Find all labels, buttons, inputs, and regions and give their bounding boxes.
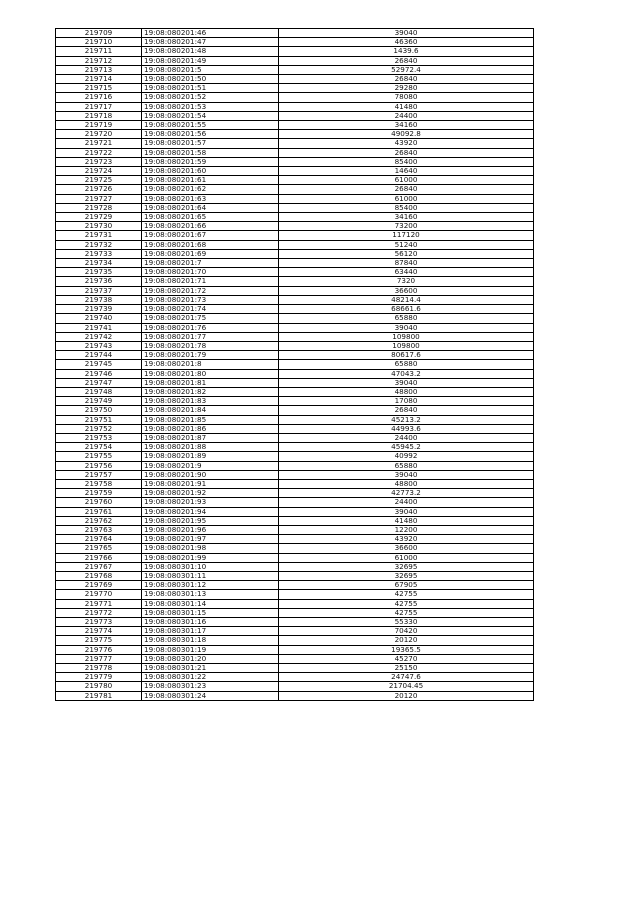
amount-cell: 45945.2 xyxy=(279,443,534,452)
record-id-cell: 219765 xyxy=(56,544,142,553)
table-row xyxy=(56,56,534,65)
amount-cell: 44993.6 xyxy=(279,424,534,433)
record-id-cell: 219771 xyxy=(56,599,142,608)
table-row xyxy=(56,618,534,627)
cadastral-number-cell: 19:08:080201:46 xyxy=(142,29,279,38)
record-id-cell: 219712 xyxy=(56,56,142,65)
record-id-cell: 219746 xyxy=(56,369,142,378)
cadastral-number-cell: 19:08:080201:91 xyxy=(142,479,279,488)
table-row xyxy=(56,360,534,369)
table-row xyxy=(56,562,534,571)
table-row xyxy=(56,222,534,231)
cadastral-number-cell: 19:08:080201:64 xyxy=(142,203,279,212)
amount-cell: 39040 xyxy=(279,29,534,38)
cadastral-number-cell: 19:08:080201:75 xyxy=(142,314,279,323)
amount-cell: 65880 xyxy=(279,360,534,369)
table-row xyxy=(56,636,534,645)
record-id-cell: 219781 xyxy=(56,691,142,700)
amount-cell: 85400 xyxy=(279,157,534,166)
table-row xyxy=(56,167,534,176)
cadastral-number-cell: 19:08:080301:10 xyxy=(142,562,279,571)
cadastral-number-cell: 19:08:080301:17 xyxy=(142,627,279,636)
amount-cell: 70420 xyxy=(279,627,534,636)
record-id-cell: 219739 xyxy=(56,305,142,314)
record-id-cell: 219733 xyxy=(56,249,142,258)
record-id-cell: 219758 xyxy=(56,479,142,488)
amount-cell: 39040 xyxy=(279,378,534,387)
table-row xyxy=(56,249,534,258)
table-row xyxy=(56,489,534,498)
amount-cell: 19365.5 xyxy=(279,645,534,654)
record-id-cell: 219736 xyxy=(56,277,142,286)
table-row xyxy=(56,148,534,157)
record-id-cell: 219719 xyxy=(56,121,142,130)
table-row xyxy=(56,581,534,590)
table-row xyxy=(56,29,534,38)
cadastral-number-cell: 19:08:080201:99 xyxy=(142,553,279,562)
amount-cell: 7320 xyxy=(279,277,534,286)
table-row xyxy=(56,194,534,203)
table-row xyxy=(56,203,534,212)
table-row xyxy=(56,544,534,553)
record-id-cell: 219725 xyxy=(56,176,142,185)
table-row xyxy=(56,213,534,222)
table-row xyxy=(56,608,534,617)
amount-cell: 39040 xyxy=(279,507,534,516)
table-row xyxy=(56,507,534,516)
record-id-cell: 219772 xyxy=(56,608,142,617)
table-row xyxy=(56,498,534,507)
table-row xyxy=(56,305,534,314)
amount-cell: 87840 xyxy=(279,259,534,268)
amount-cell: 41480 xyxy=(279,102,534,111)
cadastral-number-cell: 19:08:080301:13 xyxy=(142,590,279,599)
cadastral-number-cell: 19:08:080201:65 xyxy=(142,213,279,222)
amount-cell: 56120 xyxy=(279,249,534,258)
cadastral-number-cell: 19:08:080201:94 xyxy=(142,507,279,516)
cadastral-number-cell: 19:08:080201:7 xyxy=(142,259,279,268)
amount-cell: 109800 xyxy=(279,332,534,341)
table-row xyxy=(56,682,534,691)
amount-cell: 46360 xyxy=(279,38,534,47)
table-row xyxy=(56,231,534,240)
table-row xyxy=(56,378,534,387)
table-row xyxy=(56,590,534,599)
amount-cell: 24400 xyxy=(279,433,534,442)
cadastral-number-cell: 19:08:080201:81 xyxy=(142,378,279,387)
cadastral-number-cell: 19:08:080301:23 xyxy=(142,682,279,691)
table-row xyxy=(56,240,534,249)
record-id-cell: 219729 xyxy=(56,213,142,222)
amount-cell: 63440 xyxy=(279,268,534,277)
amount-cell: 61000 xyxy=(279,194,534,203)
record-id-cell: 219717 xyxy=(56,102,142,111)
record-id-cell: 219763 xyxy=(56,525,142,534)
cadastral-number-cell: 19:08:080201:70 xyxy=(142,268,279,277)
amount-cell: 29280 xyxy=(279,84,534,93)
cadastral-number-cell: 19:08:080201:77 xyxy=(142,332,279,341)
cadastral-number-cell: 19:08:080201:98 xyxy=(142,544,279,553)
record-id-cell: 219723 xyxy=(56,157,142,166)
amount-cell: 26840 xyxy=(279,56,534,65)
cadastral-number-cell: 19:08:080201:52 xyxy=(142,93,279,102)
amount-cell: 48800 xyxy=(279,387,534,396)
record-id-cell: 219737 xyxy=(56,286,142,295)
table-row xyxy=(56,286,534,295)
table-row xyxy=(56,461,534,470)
cadastral-number-cell: 19:08:080301:22 xyxy=(142,673,279,682)
record-id-cell: 219775 xyxy=(56,636,142,645)
table-row xyxy=(56,479,534,488)
cadastral-number-cell: 19:08:080201:62 xyxy=(142,185,279,194)
table-row xyxy=(56,341,534,350)
table-row xyxy=(56,268,534,277)
amount-cell: 49092.8 xyxy=(279,130,534,139)
record-id-cell: 219740 xyxy=(56,314,142,323)
cadastral-number-cell: 19:08:080301:18 xyxy=(142,636,279,645)
record-id-cell: 219764 xyxy=(56,535,142,544)
record-id-cell: 219710 xyxy=(56,38,142,47)
amount-cell: 43920 xyxy=(279,139,534,148)
cadastral-number-cell: 19:08:080301:14 xyxy=(142,599,279,608)
table-row xyxy=(56,121,534,130)
amount-cell: 26840 xyxy=(279,75,534,84)
cadastral-number-cell: 19:08:080201:63 xyxy=(142,194,279,203)
record-id-cell: 219752 xyxy=(56,424,142,433)
cadastral-number-cell: 19:08:080201:61 xyxy=(142,176,279,185)
cadastral-number-cell: 19:08:080201:53 xyxy=(142,102,279,111)
cadastral-number-cell: 19:08:080201:56 xyxy=(142,130,279,139)
cadastral-number-cell: 19:08:080201:79 xyxy=(142,351,279,360)
amount-cell: 78080 xyxy=(279,93,534,102)
record-id-cell: 219773 xyxy=(56,618,142,627)
record-id-cell: 219757 xyxy=(56,470,142,479)
table-row xyxy=(56,571,534,580)
cadastral-number-cell: 19:08:080201:68 xyxy=(142,240,279,249)
table-row xyxy=(56,102,534,111)
record-id-cell: 219718 xyxy=(56,111,142,120)
table-row xyxy=(56,38,534,47)
amount-cell: 36600 xyxy=(279,286,534,295)
amount-cell: 85400 xyxy=(279,203,534,212)
table-row xyxy=(56,525,534,534)
table-row xyxy=(56,323,534,332)
amount-cell: 32695 xyxy=(279,571,534,580)
table-row xyxy=(56,93,534,102)
amount-cell: 73200 xyxy=(279,222,534,231)
table-row xyxy=(56,369,534,378)
record-id-cell: 219726 xyxy=(56,185,142,194)
table-row xyxy=(56,599,534,608)
record-id-cell: 219767 xyxy=(56,562,142,571)
cadastral-number-cell: 19:08:080301:15 xyxy=(142,608,279,617)
record-id-cell: 219748 xyxy=(56,387,142,396)
record-id-cell: 219724 xyxy=(56,167,142,176)
record-id-cell: 219734 xyxy=(56,259,142,268)
amount-cell: 52972.4 xyxy=(279,65,534,74)
cadastral-number-cell: 19:08:080201:86 xyxy=(142,424,279,433)
amount-cell: 45270 xyxy=(279,654,534,663)
table-row xyxy=(56,259,534,268)
amount-cell: 117120 xyxy=(279,231,534,240)
table-row xyxy=(56,406,534,415)
amount-cell: 42755 xyxy=(279,608,534,617)
table-row xyxy=(56,387,534,396)
table-row xyxy=(56,664,534,673)
amount-cell: 42773.2 xyxy=(279,489,534,498)
table-row xyxy=(56,130,534,139)
cadastral-number-cell: 19:08:080201:95 xyxy=(142,516,279,525)
amount-cell: 68661.6 xyxy=(279,305,534,314)
cadastral-number-cell: 19:08:080201:5 xyxy=(142,65,279,74)
cadastral-number-cell: 19:08:080201:8 xyxy=(142,360,279,369)
amount-cell: 48214.4 xyxy=(279,295,534,304)
record-id-cell: 219776 xyxy=(56,645,142,654)
cadastral-number-cell: 19:08:080201:90 xyxy=(142,470,279,479)
amount-cell: 65880 xyxy=(279,461,534,470)
amount-cell: 14640 xyxy=(279,167,534,176)
amount-cell: 24400 xyxy=(279,111,534,120)
cadastral-number-cell: 19:08:080201:69 xyxy=(142,249,279,258)
table-row xyxy=(56,470,534,479)
record-id-cell: 219730 xyxy=(56,222,142,231)
record-id-cell: 219774 xyxy=(56,627,142,636)
record-id-cell: 219766 xyxy=(56,553,142,562)
cadastral-number-cell: 19:08:080201:89 xyxy=(142,452,279,461)
cadastral-number-cell: 19:08:080201:71 xyxy=(142,277,279,286)
record-id-cell: 219738 xyxy=(56,295,142,304)
record-id-cell: 219751 xyxy=(56,415,142,424)
cadastral-number-cell: 19:08:080201:58 xyxy=(142,148,279,157)
amount-cell: 26840 xyxy=(279,148,534,157)
amount-cell: 39040 xyxy=(279,323,534,332)
record-id-cell: 219762 xyxy=(56,516,142,525)
record-id-cell: 219731 xyxy=(56,231,142,240)
table-row xyxy=(56,47,534,56)
cadastral-number-cell: 19:08:080301:16 xyxy=(142,618,279,627)
table-row xyxy=(56,176,534,185)
table-row xyxy=(56,553,534,562)
data-table xyxy=(55,28,534,701)
cadastral-number-cell: 19:08:080201:74 xyxy=(142,305,279,314)
amount-cell: 61000 xyxy=(279,553,534,562)
record-id-cell: 219769 xyxy=(56,581,142,590)
cadastral-number-cell: 19:08:080201:51 xyxy=(142,84,279,93)
record-id-cell: 219744 xyxy=(56,351,142,360)
record-id-cell: 219768 xyxy=(56,571,142,580)
table-row xyxy=(56,627,534,636)
cadastral-number-cell: 19:08:080201:88 xyxy=(142,443,279,452)
cadastral-number-cell: 19:08:080201:92 xyxy=(142,489,279,498)
table-row xyxy=(56,295,534,304)
cadastral-number-cell: 19:08:080201:97 xyxy=(142,535,279,544)
cadastral-number-cell: 19:08:080201:73 xyxy=(142,295,279,304)
record-id-cell: 219761 xyxy=(56,507,142,516)
cadastral-number-cell: 19:08:080201:82 xyxy=(142,387,279,396)
record-id-cell: 219728 xyxy=(56,203,142,212)
amount-cell: 42755 xyxy=(279,590,534,599)
record-id-cell: 219745 xyxy=(56,360,142,369)
cadastral-number-cell: 19:08:080201:80 xyxy=(142,369,279,378)
amount-cell: 51240 xyxy=(279,240,534,249)
cadastral-number-cell: 19:08:080301:24 xyxy=(142,691,279,700)
cadastral-number-cell: 19:08:080201:93 xyxy=(142,498,279,507)
record-id-cell: 219722 xyxy=(56,148,142,157)
amount-cell: 24400 xyxy=(279,498,534,507)
record-id-cell: 219759 xyxy=(56,489,142,498)
amount-cell: 32695 xyxy=(279,562,534,571)
cadastral-number-cell: 19:08:080201:47 xyxy=(142,38,279,47)
record-id-cell: 219749 xyxy=(56,397,142,406)
amount-cell: 47043.2 xyxy=(279,369,534,378)
record-id-cell: 219770 xyxy=(56,590,142,599)
amount-cell: 20120 xyxy=(279,691,534,700)
cadastral-number-cell: 19:08:080201:9 xyxy=(142,461,279,470)
record-id-cell: 219735 xyxy=(56,268,142,277)
cadastral-number-cell: 19:08:080201:54 xyxy=(142,111,279,120)
table-row xyxy=(56,516,534,525)
amount-cell: 43920 xyxy=(279,535,534,544)
amount-cell: 65880 xyxy=(279,314,534,323)
table-row xyxy=(56,332,534,341)
record-id-cell: 219732 xyxy=(56,240,142,249)
record-id-cell: 219777 xyxy=(56,654,142,663)
cadastral-number-cell: 19:08:080201:59 xyxy=(142,157,279,166)
cadastral-number-cell: 19:08:080201:67 xyxy=(142,231,279,240)
amount-cell: 45213.2 xyxy=(279,415,534,424)
record-id-cell: 219750 xyxy=(56,406,142,415)
record-id-cell: 219713 xyxy=(56,65,142,74)
table-row xyxy=(56,654,534,663)
amount-cell: 26840 xyxy=(279,185,534,194)
record-id-cell: 219721 xyxy=(56,139,142,148)
amount-cell: 109800 xyxy=(279,341,534,350)
cadastral-number-cell: 19:08:080201:84 xyxy=(142,406,279,415)
record-id-cell: 219743 xyxy=(56,341,142,350)
record-id-cell: 219715 xyxy=(56,84,142,93)
cadastral-number-cell: 19:08:080201:57 xyxy=(142,139,279,148)
table-row xyxy=(56,691,534,700)
record-id-cell: 219741 xyxy=(56,323,142,332)
table-row xyxy=(56,351,534,360)
record-id-cell: 219716 xyxy=(56,93,142,102)
cadastral-number-cell: 19:08:080201:83 xyxy=(142,397,279,406)
cadastral-number-cell: 19:08:080301:21 xyxy=(142,664,279,673)
table-row xyxy=(56,452,534,461)
cadastral-number-cell: 19:08:080201:49 xyxy=(142,56,279,65)
amount-cell: 41480 xyxy=(279,516,534,525)
cadastral-number-cell: 19:08:080201:96 xyxy=(142,525,279,534)
table-row xyxy=(56,535,534,544)
amount-cell: 24747.6 xyxy=(279,673,534,682)
amount-cell: 21704.45 xyxy=(279,682,534,691)
record-id-cell: 219711 xyxy=(56,47,142,56)
cadastral-number-cell: 19:08:080201:76 xyxy=(142,323,279,332)
table-row xyxy=(56,111,534,120)
table-row xyxy=(56,397,534,406)
cadastral-number-cell: 19:08:080201:72 xyxy=(142,286,279,295)
cadastral-number-cell: 19:08:080201:48 xyxy=(142,47,279,56)
cadastral-number-cell: 19:08:080201:55 xyxy=(142,121,279,130)
amount-cell: 25150 xyxy=(279,664,534,673)
table-row xyxy=(56,75,534,84)
cadastral-number-cell: 19:08:080301:12 xyxy=(142,581,279,590)
cadastral-number-cell: 19:08:080201:66 xyxy=(142,222,279,231)
table-row xyxy=(56,277,534,286)
amount-cell: 36600 xyxy=(279,544,534,553)
record-id-cell: 219714 xyxy=(56,75,142,84)
amount-cell: 80617.6 xyxy=(279,351,534,360)
table-row xyxy=(56,433,534,442)
record-id-cell: 219709 xyxy=(56,29,142,38)
table-row xyxy=(56,415,534,424)
table-row xyxy=(56,84,534,93)
cadastral-number-cell: 19:08:080301:19 xyxy=(142,645,279,654)
table-row xyxy=(56,645,534,654)
record-id-cell: 219779 xyxy=(56,673,142,682)
amount-cell: 12200 xyxy=(279,525,534,534)
record-id-cell: 219727 xyxy=(56,194,142,203)
record-id-cell: 219780 xyxy=(56,682,142,691)
amount-cell: 20120 xyxy=(279,636,534,645)
amount-cell: 40992 xyxy=(279,452,534,461)
record-id-cell: 219760 xyxy=(56,498,142,507)
cadastral-number-cell: 19:08:080201:60 xyxy=(142,167,279,176)
record-id-cell: 219742 xyxy=(56,332,142,341)
table-row xyxy=(56,139,534,148)
table-row xyxy=(56,673,534,682)
record-id-cell: 219756 xyxy=(56,461,142,470)
amount-cell: 26840 xyxy=(279,406,534,415)
cadastral-number-cell: 19:08:080301:11 xyxy=(142,571,279,580)
table-row xyxy=(56,185,534,194)
record-id-cell: 219720 xyxy=(56,130,142,139)
cadastral-number-cell: 19:08:080201:50 xyxy=(142,75,279,84)
cadastral-number-cell: 19:08:080201:78 xyxy=(142,341,279,350)
record-id-cell: 219778 xyxy=(56,664,142,673)
amount-cell: 39040 xyxy=(279,470,534,479)
amount-cell: 34160 xyxy=(279,121,534,130)
table-row xyxy=(56,443,534,452)
amount-cell: 67905 xyxy=(279,581,534,590)
amount-cell: 17080 xyxy=(279,397,534,406)
amount-cell: 61000 xyxy=(279,176,534,185)
record-id-cell: 219754 xyxy=(56,443,142,452)
table-row xyxy=(56,157,534,166)
amount-cell: 34160 xyxy=(279,213,534,222)
cadastral-number-cell: 19:08:080301:20 xyxy=(142,654,279,663)
amount-cell: 55330 xyxy=(279,618,534,627)
table-body xyxy=(56,29,534,701)
record-id-cell: 219747 xyxy=(56,378,142,387)
record-id-cell: 219755 xyxy=(56,452,142,461)
record-id-cell: 219753 xyxy=(56,433,142,442)
table-row xyxy=(56,424,534,433)
cadastral-number-cell: 19:08:080201:87 xyxy=(142,433,279,442)
amount-cell: 48800 xyxy=(279,479,534,488)
table-row xyxy=(56,314,534,323)
amount-cell: 42755 xyxy=(279,599,534,608)
amount-cell: 1439.6 xyxy=(279,47,534,56)
table-row xyxy=(56,65,534,74)
cadastral-number-cell: 19:08:080201:85 xyxy=(142,415,279,424)
